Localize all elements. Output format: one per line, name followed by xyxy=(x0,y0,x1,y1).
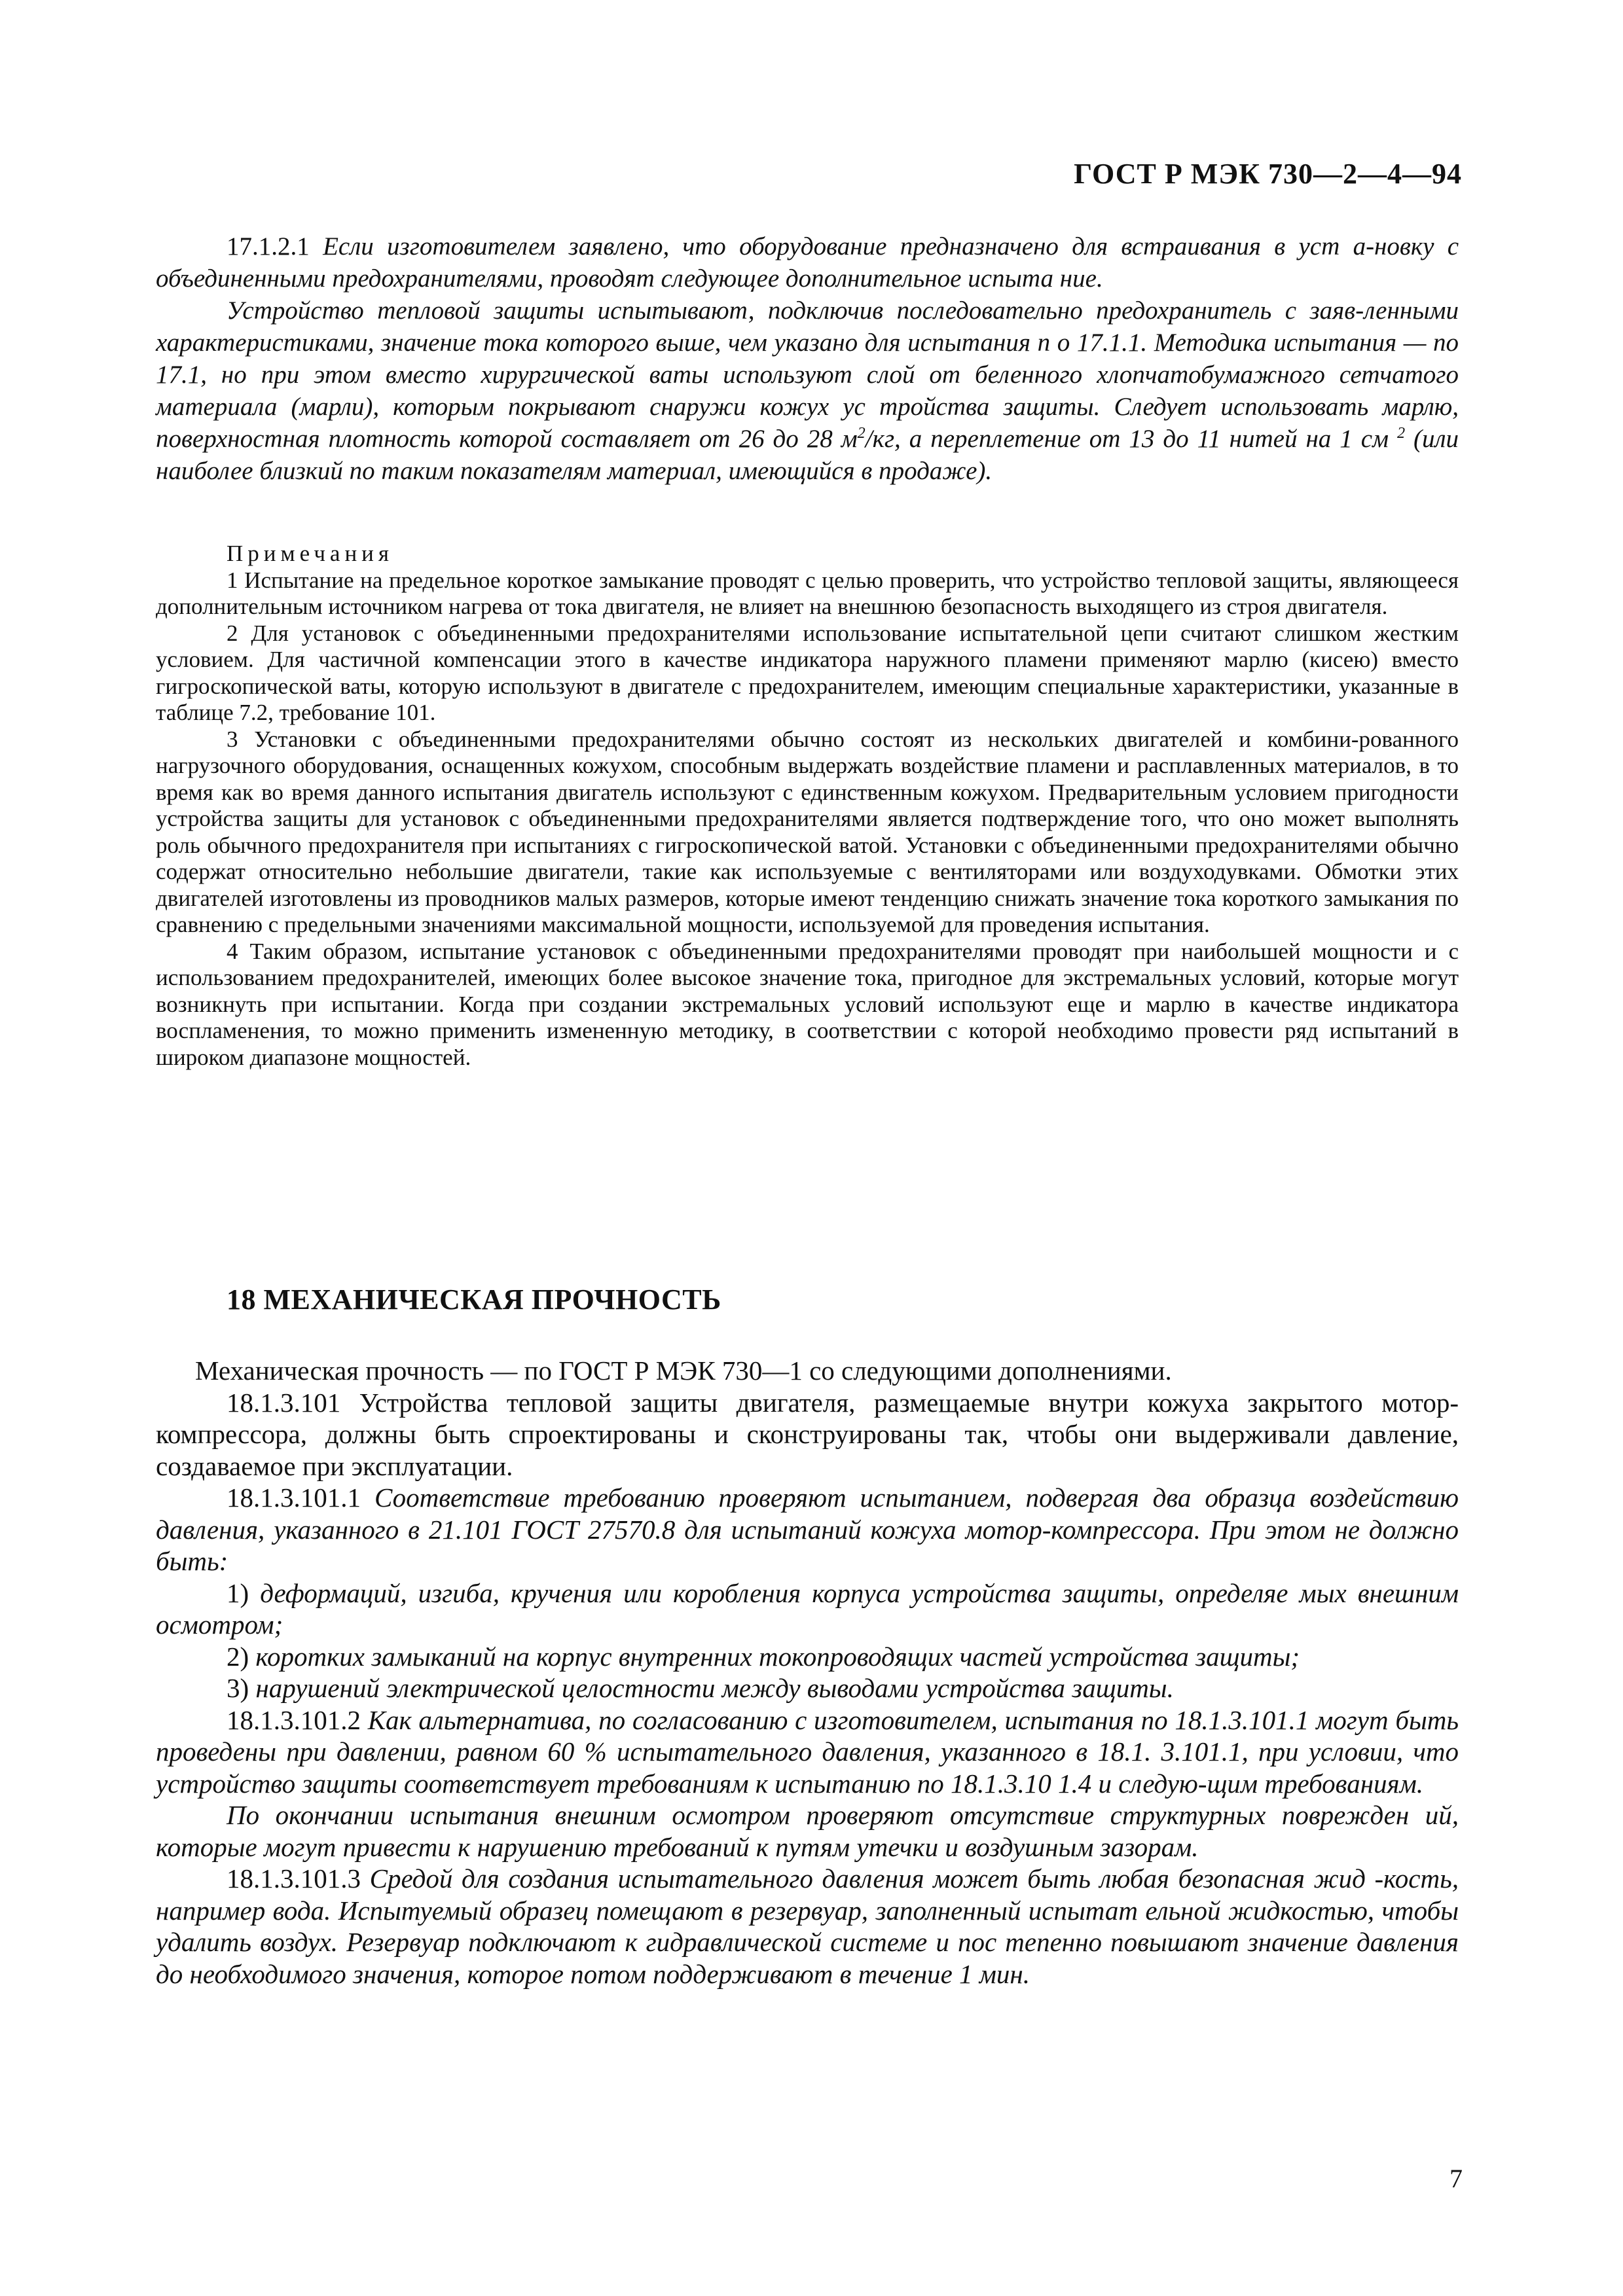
clause-text: Устройство тепловой защиты испытывают, подключив последовательно предохранитель с заяв-ленными характеристиками, значение тока которого выше, чем указано для испытания п о 17.1.1. Методика испытания — по 17.1, но при этом вместо хирургической ваты используют слой от беленного хлопчатобумажного сетчатого материала (марли), которым покрывают снаружи кожух ус тройства защиты. Следует использовать марлю, поверхностная плотность которой составляет от 26 до 28 м xyxy=(156,296,1459,453)
clause-text: Средой для создания испытательного давления может быть любая безопасная жид -кость, например вода. Испытуемый образец помещают в резервуар, заполненный испытат ельной жидкостью, чтобы удалить воздух. Резервуар подключают к гидравлической системе и пос тепенно повышают значение давления до необходимого значения, которое потом поддерживают в течение 1 мин. xyxy=(156,1863,1459,1989)
clause-17-1-2-1 xyxy=(156,230,1459,487)
clause-paragraph xyxy=(156,295,1459,487)
clause-paragraph xyxy=(156,1863,1459,1990)
clause-text: Устройства тепловой защиты двигателя, размещаемые внутри кожуха закрытого мотор-компрессора, должны быть спроектированы и сконструированы так, чтобы они выдерживали давление, создаваемое при эксплуатации. xyxy=(156,1387,1459,1481)
list-number: 2) xyxy=(227,1641,249,1672)
note-item: 4 Таким образом, испытание установок с объединенными предохранителями проводят при наибольшей мощности и с использованием предохранителей, имеющих более высокое значение тока, пригодное для экстремальных условий, которые могут возникнуть при испытании. Когда при создании экстремальных условий используют еще и марлю в качестве индикатора воспламенения, то можно применить измененную методику, в соответствии с которой необходимо провести ряд испытаний в широком диапазоне мощностей. xyxy=(156,938,1459,1070)
note-item: 3 Установки с объединенными предохранителями обычно состоят из нескольких двигателей и комбини-рованного нагрузочного оборудования, оснащенных кожухом, способным выдержать воздействие пламени и расплавленных материалов, в то время как во время данного испытания двигатель используют с единственным кожухом. Предварительным условием пригодности устройства защиты для установок с объединенными предохранителями является подтверждение того, что оно может выполнять роль обычного предохранителя при испытаниях с гигроскопической ватой. Установки с объединенными предохранителями обычно содержат относительно небольшие двигатели, такие как используемые с вентиляторами или воздуходувками. Обмотки этих двигателей изготовлены из проводников малых размеров, которые имеют тенденцию снижать значение тока короткого замыкания по сравнению с предельными значениями максимальной мощности, используемой для проведения испытания. xyxy=(156,726,1459,937)
list-number: 3) xyxy=(227,1673,249,1703)
list-item xyxy=(156,1641,1459,1673)
clause-paragraph xyxy=(156,1482,1459,1577)
note-item: 2 Для установок с объединенными предохранителями использование испытательной цепи считают слишком жестким условием. Для частичной компенсации этого в качестве индикатора наружного пламени применяют марлю (кисею) вместо гигроскопической ваты, которую используют в двигателе с предохранителем, имеющим специальные характеристики, указанные в таблице 7.2, требование 101. xyxy=(156,620,1459,725)
clause-number: 18.1.3.101.3 xyxy=(227,1863,361,1893)
clause-number: 18.1.3.101 xyxy=(227,1387,341,1418)
note-item: 1 Испытание на предельное короткое замыкание проводят с целью проверить, что устройство тепловой защиты, являющееся дополнительным источником нагрева от тока двигателя, не влияет на внешнюю безопасность выходящего из строя двигателя. xyxy=(156,567,1459,619)
list-item xyxy=(156,1672,1459,1704)
section-intro: Механическая прочность — по ГОСТ Р МЭК 730—1 со следующими дополнениями. xyxy=(195,1355,1172,1386)
clause-paragraph xyxy=(156,1387,1459,1482)
list-text: нарушений электрической целостности между выводами устройства защиты. xyxy=(255,1673,1174,1703)
section-title: 18 МЕХАНИЧЕСКАЯ ПРОЧНОСТЬ xyxy=(227,1283,721,1316)
clause-text: /кг, а переплетение от 13 до 11 нитей на 1 см xyxy=(865,425,1389,453)
list-number: 1) xyxy=(227,1577,249,1608)
list-item xyxy=(156,1577,1459,1641)
page-number: 7 xyxy=(1450,2164,1463,2193)
notes-block xyxy=(156,541,1459,1071)
document-code-header: ГОСТ Р МЭК 730—2—4—94 xyxy=(1074,158,1462,190)
clause-text: Если изготовителем заявлено, что оборудование предназначено для встраивания в уст а-новку с объединенными предохранителями, проводят следующее дополнительное испыта ние. xyxy=(156,232,1459,293)
section-18-body xyxy=(156,1355,1459,1990)
clause-paragraph: По окончании испытания внешним осмотром проверяют отсутствие структурных поврежден ий, которые могут привести к нарушению требований к путям утечки и воздушным зазорам. xyxy=(156,1800,1459,1862)
superscript: 2 xyxy=(857,424,866,442)
notes-title: Примечания xyxy=(227,541,394,566)
clause-paragraph xyxy=(156,1704,1459,1800)
clause-number: 18.1.3.101.2 xyxy=(227,1704,361,1735)
superscript: 2 xyxy=(1396,424,1406,442)
clause-paragraph xyxy=(156,230,1459,295)
clause-text: Соответствие требованию проверяют испытанием, подвергая два образца воздействию давления, указанного в 21.101 ГОСТ 27570.8 для испытаний кожуха мотор-компрессора. При этом не должно быть: xyxy=(156,1482,1459,1576)
clause-number: 18.1.3.101.1 xyxy=(227,1482,361,1513)
list-text: деформаций, изгиба, кручения или коробления корпуса устройства защиты, определяе мых внешним осмотром; xyxy=(156,1577,1459,1640)
clause-number: 17.1.2.1 xyxy=(227,232,310,260)
list-text: коротких замыканий на корпус внутренних токопроводящих частей устройства защиты; xyxy=(255,1641,1300,1672)
clause-text: (или наиболее близкий по таким показателям материал, имеющийся в продаже). xyxy=(156,425,1459,485)
clause-text: Как альтернатива, по согласованию с изготовителем, испытания по 18.1.3.101.1 могут быть проведены при давлении, равном 60 % испытательного давления, указанного в 18.1. 3.101.1, при условии, что устройство защиты соответствует требованиям к испытанию по 18.1.3.10 1.4 и следую-щим требованиям. xyxy=(156,1704,1459,1799)
